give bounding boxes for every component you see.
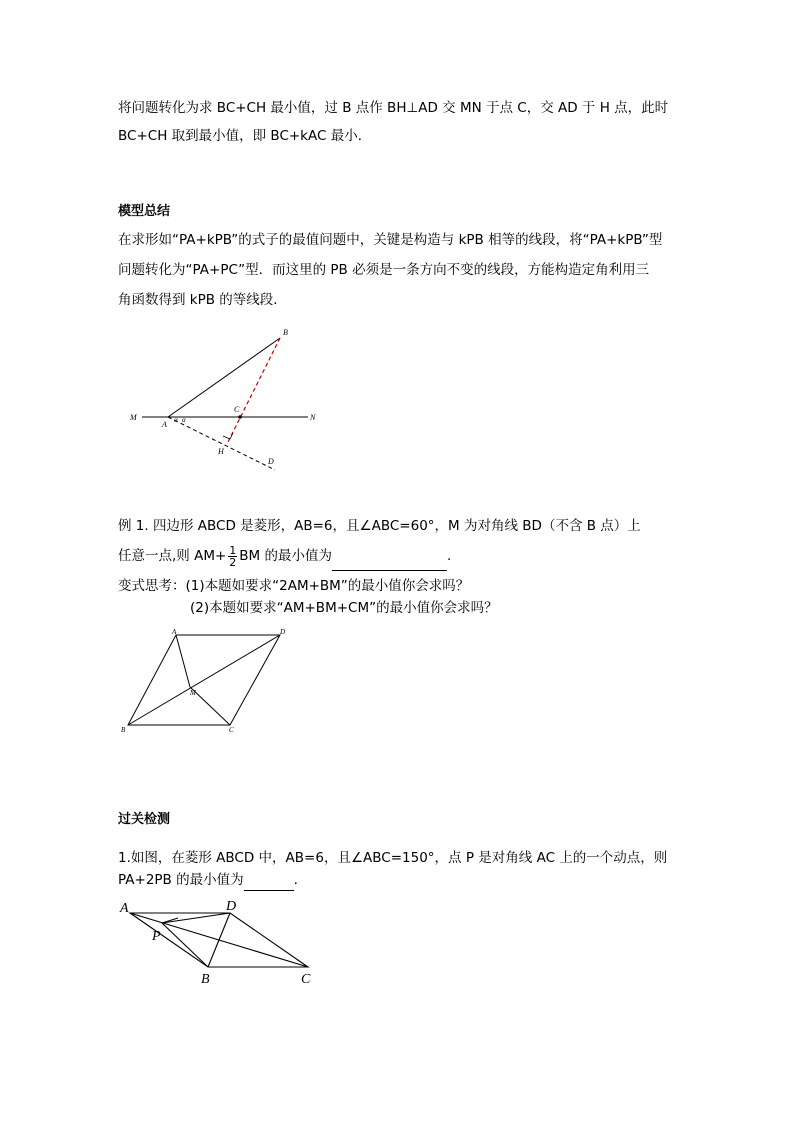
segment-pd xyxy=(162,913,230,923)
label-d: D xyxy=(226,899,237,914)
label-d: D xyxy=(280,628,286,636)
question-1-prefix: PA+2PB 的最小值为 xyxy=(118,872,244,888)
summary-heading: 模型总结 xyxy=(118,204,171,219)
label-n: N xyxy=(310,413,316,422)
answer-blank-1[interactable] xyxy=(332,542,447,571)
label-h: H xyxy=(218,447,224,456)
figure-1-diagram xyxy=(120,320,330,480)
summary-line-2: 问题转化为“PA+PC”型．而这里的 PB 必须是一条方向不变的线段，方能构造定角利用三 xyxy=(118,262,650,278)
label-alpha-2: α xyxy=(182,416,186,424)
label-b: B xyxy=(121,726,126,734)
example-1-prefix: 任意一点,则 AM+ xyxy=(118,548,227,564)
intro-line-2: BC+CH 取到最小值，即 BC+kAC 最小． xyxy=(118,128,372,144)
label-a: A xyxy=(172,628,177,636)
segment-ad-dashed xyxy=(168,417,275,470)
label-m: M xyxy=(130,413,137,422)
label-p: P xyxy=(152,929,161,944)
fraction-denominator: 2 xyxy=(229,555,237,569)
label-d: D xyxy=(268,457,274,466)
segment-mc xyxy=(190,687,230,725)
fraction-numerator: 1 xyxy=(229,543,237,557)
label-c: C xyxy=(229,726,234,734)
example-1-line-2 xyxy=(118,542,451,571)
label-a: A xyxy=(162,420,167,429)
diagonal-bd xyxy=(128,635,280,725)
example-1-suffix: BM 的最小值为 xyxy=(239,548,332,564)
figure-3-diagram xyxy=(118,893,323,993)
variant-line-1: 变式思考：(1)本题如要求“2AM+BM”的最小值你会求吗？ xyxy=(118,578,470,594)
label-c: C xyxy=(234,405,240,414)
label-alpha-1: α xyxy=(174,416,178,424)
figure-2-diagram xyxy=(118,625,293,740)
label-m: M xyxy=(190,689,196,697)
label-b: B xyxy=(201,972,210,987)
label-a: A xyxy=(120,901,129,916)
segment-bh-dashed xyxy=(227,338,280,444)
summary-line-1: 在求形如“PA+kPB”的式子的最值问题中，关键是构造与 kPB 相等的线段，将“PA+kPB”型 xyxy=(118,232,663,248)
fraction-half xyxy=(228,545,237,568)
check-heading: 过关检测 xyxy=(118,812,171,827)
label-c: C xyxy=(301,972,311,987)
example-1-end: . xyxy=(446,548,452,564)
intro-line-1: 将问题转化为求 BC+CH 最小值，过 B 点作 BH⊥AD 交 MN 于点 C，交 AD 于 H 点，此时 xyxy=(118,100,669,116)
point-c xyxy=(238,415,242,419)
segment-ab xyxy=(168,338,280,417)
summary-line-3: 角函数得到 kPB 的等线段． xyxy=(118,292,287,308)
segment-am xyxy=(176,635,190,687)
question-1-line-2 xyxy=(118,870,298,891)
question-1-end: . xyxy=(293,872,298,888)
example-1-line-1: 例 1. 四边形 ABCD 是菱形，AB=6，且∠ABC=60°，M 为对角线 BD（不含 B 点）上 xyxy=(118,518,641,534)
segment-bd xyxy=(208,913,230,967)
label-b: B xyxy=(283,328,288,337)
question-1-line-1: 1.如图，在菱形 ABCD 中，AB=6，且∠ABC=150°，点 P 是对角线 AC 上的一个动点，则 xyxy=(118,850,668,866)
answer-blank-2[interactable] xyxy=(244,870,294,891)
variant-line-2: (2)本题如要求“AM+BM+CM”的最小值你会求吗？ xyxy=(190,600,498,616)
